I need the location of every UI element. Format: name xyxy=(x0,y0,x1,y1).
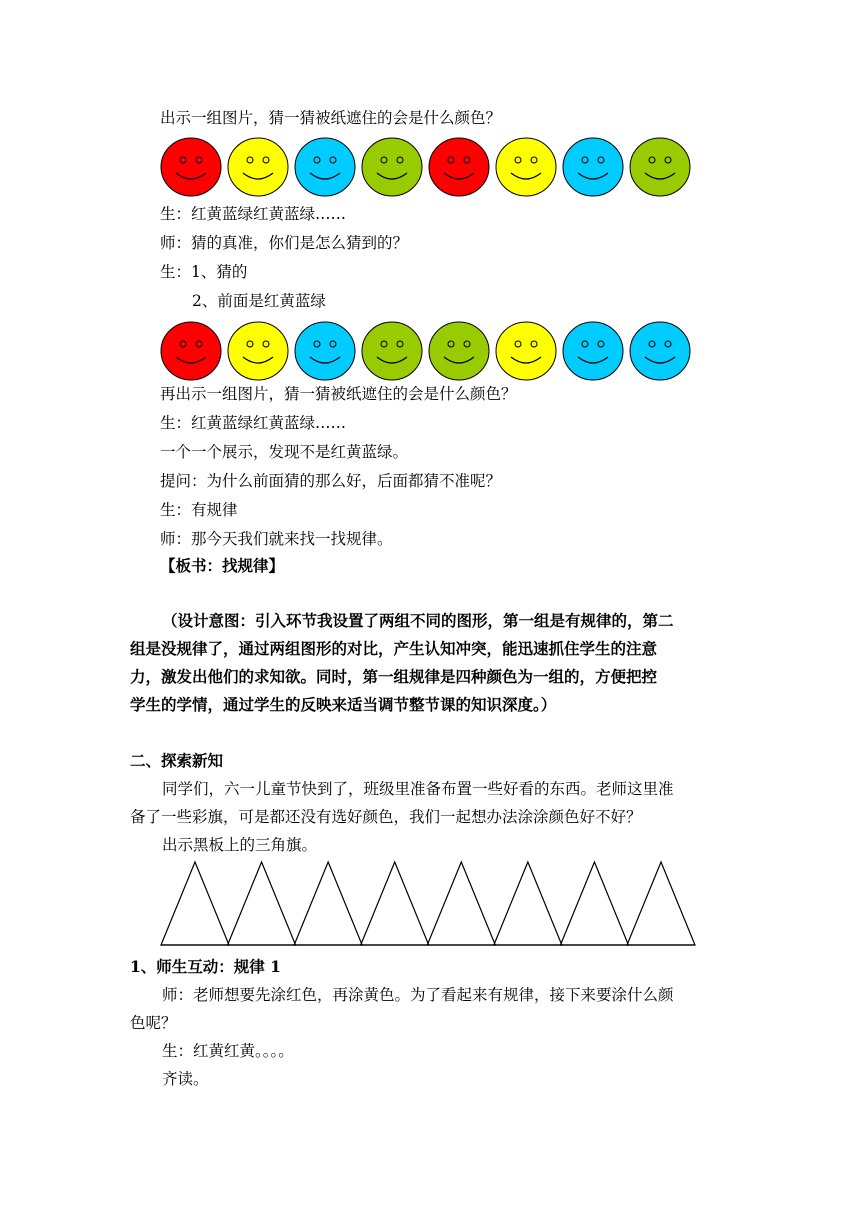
design-intent-line-2: 组是没规律了，通过两组图形的对比，产生认知冲突，能迅速抓住学生的注意 xyxy=(130,639,658,658)
smiley-face xyxy=(563,138,623,196)
part-1-teacher-1: 师：老师想要先涂红色，再涂黄色。为了看起来有规律，接下来要涂什么颜 xyxy=(162,986,674,1004)
dialog2-d: 提问：为什么前面猜的那么好，后面都猜不准呢？ xyxy=(160,472,502,490)
smiley-face xyxy=(161,138,221,196)
section-2-para-2: 备了一些彩旗，可是都还没有选好颜色，我们一起想办法涂涂颜色好不好？ xyxy=(130,808,642,826)
dialog-teacher-1: 师：猜的真准，你们是怎么猜到的？ xyxy=(160,234,409,252)
part-1-student: 生：红黄红黄。。。。 xyxy=(162,1042,294,1060)
smiley-row-2 xyxy=(160,320,700,382)
smiley-face xyxy=(496,138,556,196)
dialog-student-2: 生：1、猜的 xyxy=(160,263,248,281)
triangle-flag xyxy=(494,862,562,945)
smiley-face xyxy=(630,138,690,196)
triangle-flag xyxy=(427,862,495,945)
section-2-para-3: 出示黑板上的三角旗。 xyxy=(162,836,318,854)
smiley-face xyxy=(295,322,355,380)
section-2-heading: 二、探索新知 xyxy=(130,751,224,770)
dialog-student-1: 生：红黄蓝绿红黄蓝绿…… xyxy=(160,205,347,223)
triangle-flag xyxy=(361,862,429,945)
design-intent-line-3: 力，激发出他们的求知欲。同时，第一组规律是四种颜色为一组的，方便把控 xyxy=(130,667,658,686)
triangle-flags xyxy=(160,860,696,948)
dialog2-c: 一个一个展示，发现不是红黄蓝绿。 xyxy=(160,443,409,461)
dialog-student-3: 2、前面是红黄蓝绿 xyxy=(192,292,326,310)
dialog2-e: 生：有规律 xyxy=(160,501,238,519)
smiley-face xyxy=(563,322,623,380)
part-1-heading: 1、师生互动：规律 1 xyxy=(130,957,281,976)
triangle-flag xyxy=(560,862,628,945)
intro-text: 出示一组图片，猜一猜被纸遮住的会是什么颜色？ xyxy=(160,109,502,127)
dialog2-b: 生：红黄蓝绿红黄蓝绿…… xyxy=(160,414,347,432)
triangle-flag xyxy=(294,862,362,945)
smiley-face xyxy=(295,138,355,196)
triangle-flag xyxy=(161,862,229,945)
smiley-face xyxy=(630,322,690,380)
design-intent-line-4: 学生的学情，通过学生的反映来适当调节整节课的知识深度。） xyxy=(130,695,557,714)
smiley-face xyxy=(496,322,556,380)
smiley-face xyxy=(429,322,489,380)
smiley-face xyxy=(362,138,422,196)
dialog2-a: 再出示一组图片，猜一猜被纸遮住的会是什么颜色？ xyxy=(160,385,517,403)
part-1-teacher-2: 色呢？ xyxy=(130,1014,177,1032)
smiley-face xyxy=(228,138,288,196)
triangle-flag xyxy=(228,862,296,945)
smiley-face xyxy=(429,138,489,196)
smiley-face xyxy=(228,322,288,380)
design-intent-line-1: （设计意图：引入环节我设置了两组不同的图形，第一组是有规律的，第二 xyxy=(162,611,674,630)
triangle-flag xyxy=(627,862,695,945)
smiley-row-1 xyxy=(160,136,700,198)
board-note: 【板书：找规律】 xyxy=(160,556,285,575)
smiley-face xyxy=(161,322,221,380)
section-2-para-1: 同学们，六一儿童节快到了，班级里准备布置一些好看的东西。老师这里准 xyxy=(162,780,674,798)
part-1-end: 齐读。 xyxy=(162,1070,209,1088)
smiley-face xyxy=(362,322,422,380)
dialog2-f: 师：那今天我们就来找一找规律。 xyxy=(160,530,393,548)
